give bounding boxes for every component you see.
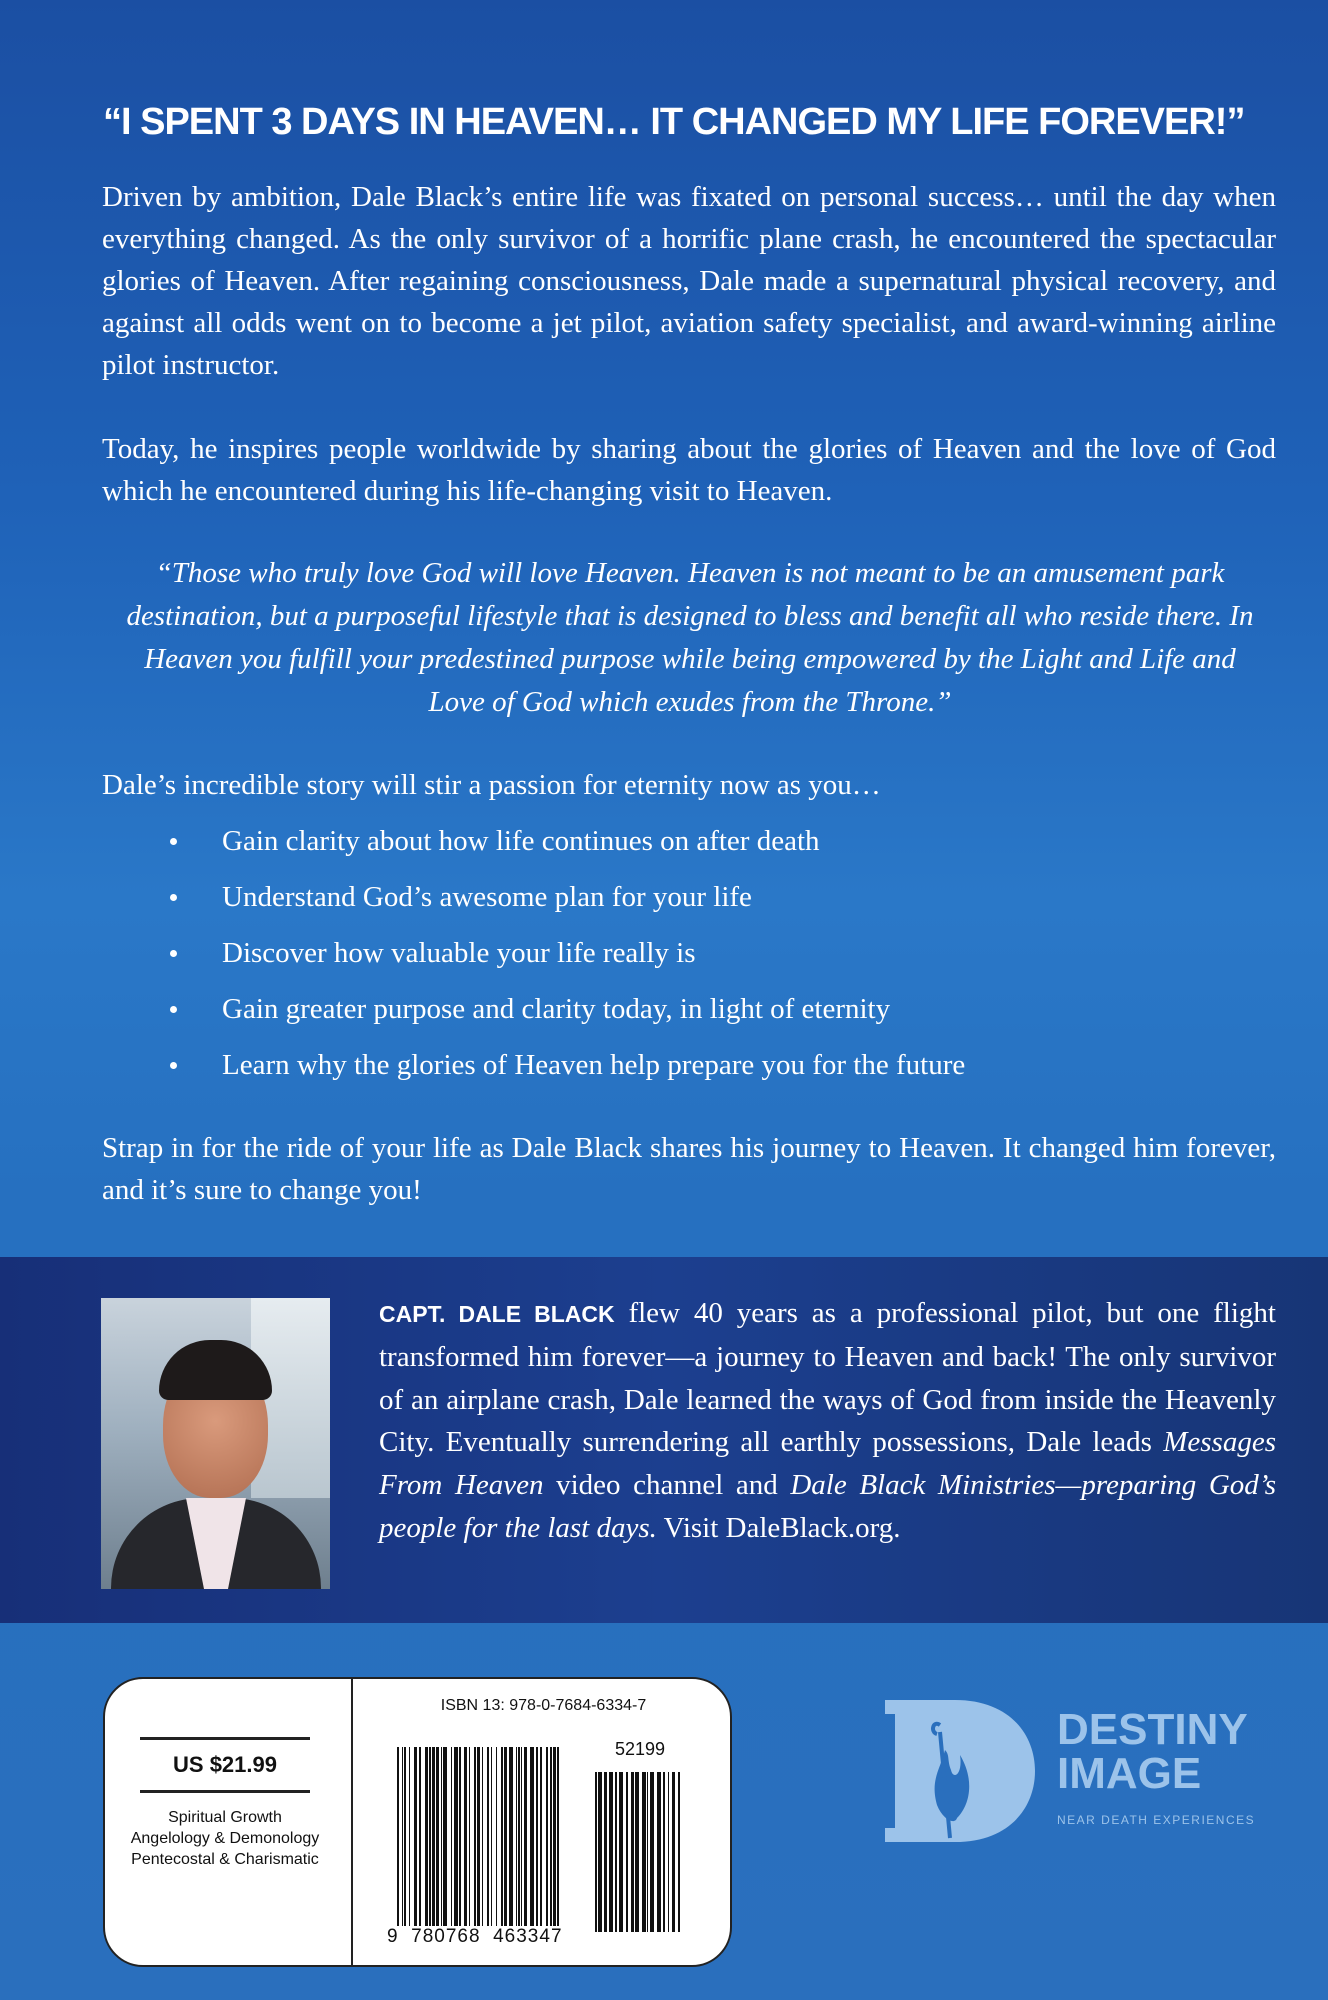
barcode-addon-number: 52199 [615, 1739, 666, 1759]
category: Pentecostal & Charismatic [131, 1851, 319, 1868]
bullet-icon [170, 894, 177, 901]
bullet-text: Gain clarity about how life continues on after death [222, 825, 820, 857]
bullet-icon [170, 838, 177, 845]
list-item [102, 876, 1276, 932]
barcode-gap [680, 1772, 683, 1932]
list-item [102, 988, 1276, 1044]
bio-text: video channel and [543, 1469, 791, 1502]
list-item [102, 820, 1276, 876]
ean-right: 463347 [493, 1926, 563, 1947]
bio-italic: Messages From Heaven [379, 1426, 1276, 1502]
publisher-logo-icon [885, 1700, 1035, 1842]
author-quote: “Those who truly love God will love Heaven. Heaven is not meant to be an amusement park destination, but a purposeful lifestyle that is designed to bless and benefit all who reside there. In Heaven you fulfill your predestined purpose while being empowered by the Light and Life and Love of God which exudes from the Throne.” [126, 557, 1254, 718]
bio-italic: Dale Black Ministries—preparing God’s people for the last days. [379, 1469, 1276, 1544]
publisher-line2: IMAGE [1057, 1749, 1202, 1798]
barcode-digits [385, 1926, 565, 1948]
headline: “I SPENT 3 DAYS IN HEAVEN… IT CHANGED MY LIFE FOREVER!” [103, 101, 1245, 143]
bio-text: flew 40 years as a professional pilot, but one flight transformed him forever—a journey to Heaven and back! The only survivor of an airplane crash, Dale learned the ways of God from inside the Heavenly City. Eventually surrendering all earthly possessions, Dale leads [379, 1297, 1276, 1459]
isbn: ISBN 13: 978-0-7684-6334-7 [440, 1697, 647, 1714]
list-item [102, 1044, 1276, 1100]
bullet-icon [170, 950, 177, 957]
publisher-name [1057, 1705, 1248, 1798]
ean-first: 9 [387, 1926, 399, 1947]
author-bio [379, 1292, 1276, 1550]
barcode-gap [559, 1747, 563, 1927]
price: US $21.99 [173, 1752, 277, 1777]
category: Angelology & Demonology [130, 1830, 320, 1847]
bullet-text: Discover how valuable your life really is [222, 937, 696, 969]
author-photo [101, 1298, 330, 1589]
publisher-line1: DESTINY [1057, 1705, 1248, 1754]
benefits-intro: Dale’s incredible story will stir a passion for eternity now as you… [102, 769, 881, 801]
price-barcode-box [103, 1677, 732, 1967]
bullet-text: Understand God’s awesome plan for your life [222, 881, 752, 913]
author-name: CAPT. DALE BLACK [379, 1301, 615, 1327]
bullet-icon [170, 1062, 177, 1069]
category: Spiritual Growth [168, 1809, 282, 1826]
benefits-list [102, 820, 1276, 1100]
addon-barcode [595, 1772, 685, 1932]
description-paragraph: Today, he inspires people worldwide by sharing about the glories of Heaven and the love of God which he encountered during his life-changing visit to Heaven. [102, 433, 1276, 507]
closing-paragraph: Strap in for the ride of your life as Dale Black shares his journey to Heaven. It changed him forever, and it’s sure to change you! [102, 1132, 1276, 1206]
divider [351, 1679, 353, 1965]
description-paragraph: Driven by ambition, Dale Black’s entire life was fixated on personal success… until the day when everything changed. As the only survivor of a horrific plane crash, he encountered the spectacular glories of Heaven. After regaining consciousness, Dale made a supernatural physical recovery, and against all odds went on to become a jet pilot, aviation safety specialist, and award-winning airline pilot instructor. [102, 181, 1276, 381]
bullet-text: Learn why the glories of Heaven help prepare you for the future [222, 1049, 966, 1081]
bio-text: Visit DaleBlack.org. [656, 1511, 901, 1544]
bullet-icon [170, 1006, 177, 1013]
list-item [102, 932, 1276, 988]
publisher-tagline: NEAR DEATH EXPERIENCES [1057, 1813, 1256, 1827]
ean-left: 780768 [411, 1926, 481, 1947]
bullet-text: Gain greater purpose and clarity today, in light of eternity [222, 993, 891, 1025]
barcode [397, 1747, 582, 1927]
divider [140, 1790, 310, 1793]
